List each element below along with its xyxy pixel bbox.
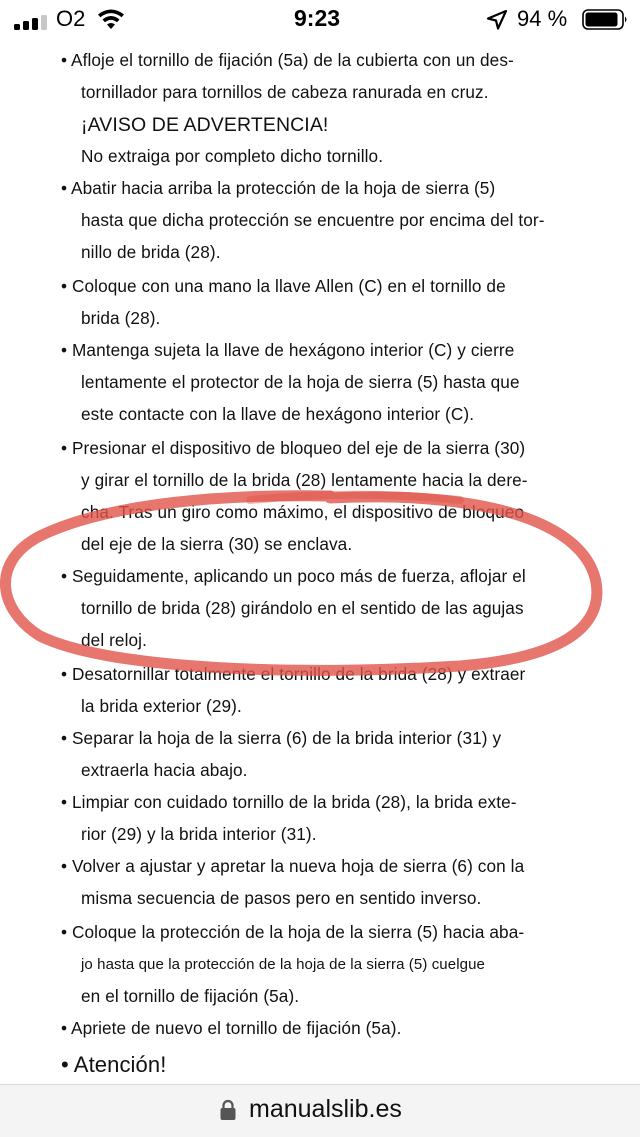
text-line: • Coloque la protección de la hoja de la sierra (5) hacia aba-: [61, 922, 525, 942]
text-line: • Volver a ajustar y apretar la nueva hoja de sierra (6) con la: [61, 856, 525, 876]
text-line: • Mantenga sujeta la llave de hexágono interior (C) y cierre: [61, 340, 515, 360]
text-line: • Abatir hacia arriba la protección de la hoja de sierra (5): [61, 178, 496, 198]
text-line: jo hasta que la protección de la hoja de la sierra (5) cuelgue: [81, 956, 485, 973]
status-bar: [0, 0, 640, 40]
wifi-icon: [96, 8, 126, 30]
text-line: nillo de brida (28).: [81, 242, 221, 262]
text-line: hasta que dicha protección se encuentre por encima del tor-: [81, 210, 545, 230]
manual-page-content: [0, 44, 640, 1084]
text-line: No extraiga por completo dicho tornillo.: [81, 146, 384, 166]
text-line: cha. Tras un giro como máximo, el dispositivo de bloqueo: [81, 502, 525, 522]
text-line: rior (29) y la brida interior (31).: [81, 824, 317, 844]
battery-percent: 94 %: [517, 6, 568, 31]
text-line: la brida exterior (29).: [81, 696, 242, 716]
lock-icon: [219, 1099, 237, 1121]
text-line: tornillo de brida (28) girándolo en el sentido de las agujas: [81, 598, 524, 618]
signal-icon: [14, 14, 48, 30]
text-line: misma secuencia de pasos pero en sentido inverso.: [81, 888, 482, 908]
attention-heading: • Atención!: [61, 1052, 167, 1077]
carrier-name: O2: [56, 6, 86, 31]
url-domain[interactable]: manualslib.es: [249, 1095, 402, 1123]
text-line: • Apriete de nuevo el tornillo de fijación (5a).: [61, 1018, 402, 1038]
location-arrow-icon: [486, 9, 508, 31]
text-line: • Coloque con una mano la llave Allen (C) en el tornillo de: [61, 276, 506, 296]
text-line: lentamente el protector de la hoja de sierra (5) hasta que: [81, 372, 520, 392]
text-line: y girar el tornillo de la brida (28) lentamente hacia la dere-: [81, 470, 528, 490]
battery-icon: [582, 9, 628, 30]
text-line: extraerla hacia abajo.: [81, 760, 248, 780]
text-line: • Desatornillar totalmente el tornillo de la brida (28) y extraer: [61, 664, 526, 684]
text-line: este contacte con la llave de hexágono interior (C).: [81, 404, 475, 424]
text-line: del eje de la sierra (30) se enclava.: [81, 534, 353, 554]
text-line: • Presionar el dispositivo de bloqueo del eje de la sierra (30): [61, 438, 526, 458]
text-line: del reloj.: [81, 630, 147, 650]
text-line: • Separar la hoja de la sierra (6) de la brida interior (31) y: [61, 728, 502, 748]
text-line: en el tornillo de fijación (5a).: [81, 986, 300, 1006]
text-line: brida (28).: [81, 308, 161, 328]
status-time: 9:23: [294, 5, 341, 31]
text-line: • Limpiar con cuidado tornillo de la brida (28), la brida exte-: [61, 792, 517, 812]
text-line: • Seguidamente, aplicando un poco más de fuerza, aflojar el: [61, 566, 526, 586]
text-line: • Afloje el tornillo de fijación (5a) de la cubierta con un des-: [61, 50, 514, 70]
warning-heading: ¡AVISO DE ADVERTENCIA!: [81, 114, 329, 136]
browser-url-bar[interactable]: [0, 1084, 640, 1137]
text-line: tornillador para tornillos de cabeza ranurada en cruz.: [81, 82, 489, 102]
